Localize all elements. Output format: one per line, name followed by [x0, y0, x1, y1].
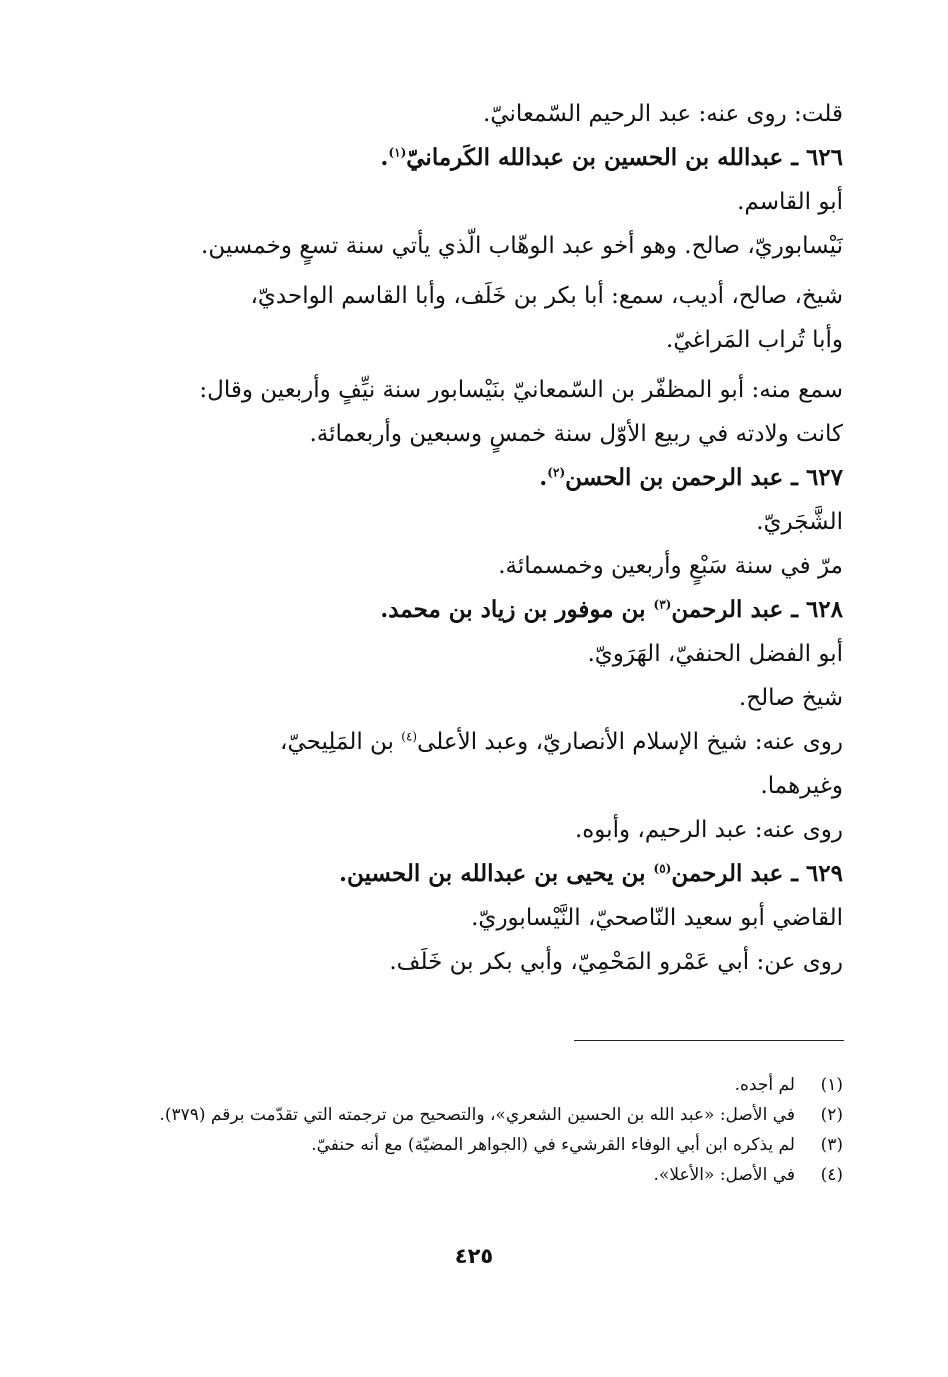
text-line: وغيرهما.: [760, 773, 843, 799]
footnote: [120, 1100, 843, 1130]
entry-title: ٦٢٧ ـ عبد الرحمن بن الحسن: [565, 464, 843, 491]
footnotes: [120, 1070, 843, 1190]
footnote-text: لم يذكره ابن أبي الوفاء القرشيء في (الجواهر المضيّة) مع أنه حنفيّ.: [311, 1135, 795, 1155]
footnote-marker-1: (١): [388, 145, 407, 160]
footnote-number: (٤): [820, 1165, 843, 1185]
text-line: [120, 720, 843, 764]
footnote: [120, 1130, 843, 1160]
text-line: نَيْسابوريّ، صالح. وهو أخو عبد الوهّاب الّذي يأتي سنة تسعٍ وخمسين.: [201, 233, 843, 259]
text-line: سمع منه: أبو المظفّر بن السّمعانيّ بنَيْسابور سنة نيِّفٍ وأربعين وقال:: [199, 377, 843, 403]
text-line: قلت: روى عنه: عبد الرحيم السّمعانيّ.: [483, 101, 843, 127]
entry-heading-627: [120, 456, 843, 500]
footnote-text: في الأصل: «الأعلا».: [653, 1165, 795, 1185]
footnote-divider: [574, 1040, 844, 1041]
text-line: شيخ صالح.: [738, 685, 843, 711]
entry-heading-626: [120, 136, 843, 180]
text-line: كانت ولادته في ربيع الأوّل سنة خمسٍ وسبعين وأربعمائة.: [309, 421, 843, 447]
text-line: الشَّجَريّ.: [756, 509, 843, 535]
entry-title-rest: بن موفور بن زياد بن محمد.: [380, 596, 646, 623]
text-span: روى عنه: شيخ الإسلام الأنصاريّ، وعبد الأعلى: [417, 729, 843, 755]
entry-title: ٦٢٦ ـ عبدالله بن الحسين بن عبدالله الكَرمانيّ: [406, 144, 843, 171]
footnote-text: في الأصل: «عبد الله بن الحسين الشعري»، والتصحيح من ترجمته التي تقدّمت برقم (٣٧٩).: [159, 1105, 795, 1125]
footnote-marker-2: (٢): [547, 465, 566, 480]
footnote-marker-4: (٤): [401, 729, 418, 744]
footnote-number: (٢): [820, 1105, 843, 1125]
main-text: [120, 92, 843, 984]
text-line: شيخ، صالح، أديب، سمع: أبا بكر بن خَلَف، وأبا القاسم الواحديّ،: [250, 283, 843, 309]
entry-title: ٦٢٩ ـ عبد الرحمن: [671, 860, 843, 887]
entry-title: ٦٢٨ ـ عبد الرحمن: [671, 596, 843, 623]
text-line: أبو الفضل الحنفيّ، الهَرَويّ.: [587, 641, 843, 667]
footnote-number: (٣): [820, 1135, 843, 1155]
text-span: بن المَلِيحيّ،: [280, 729, 394, 755]
footnote-marker-3: (٣): [653, 597, 672, 612]
entry-title-end: .: [539, 464, 548, 491]
footnote: [120, 1070, 843, 1100]
entry-heading-629: [120, 852, 843, 896]
text-line: وأبا تُراب المَراغيّ.: [666, 327, 843, 353]
footnote-marker-5: (٥): [653, 861, 672, 876]
footnote: [120, 1160, 843, 1190]
entry-heading-628: [120, 588, 843, 632]
page-number: ٤٢٥: [454, 1244, 494, 1268]
text-line: روى عن: أبي عَمْرو المَحْمِيّ، وأبي بكر بن خَلَف.: [389, 949, 843, 975]
text-line: روى عنه: عبد الرحيم، وأبوه.: [574, 817, 843, 843]
text-line: القاضي أبو سعيد النّاصحيّ، النَّيْسابوريّ.: [471, 905, 843, 931]
text-line: أبو القاسم.: [737, 189, 843, 215]
footnote-text: لم أجده.: [734, 1075, 795, 1095]
footnote-number: (١): [820, 1075, 843, 1095]
entry-title-end: .: [380, 144, 389, 171]
text-line: مرّ في سنة سَبْعٍ وأربعين وخمسمائة.: [498, 553, 843, 579]
entry-title-rest: بن يحيى بن عبدالله بن الحسين.: [339, 860, 646, 887]
